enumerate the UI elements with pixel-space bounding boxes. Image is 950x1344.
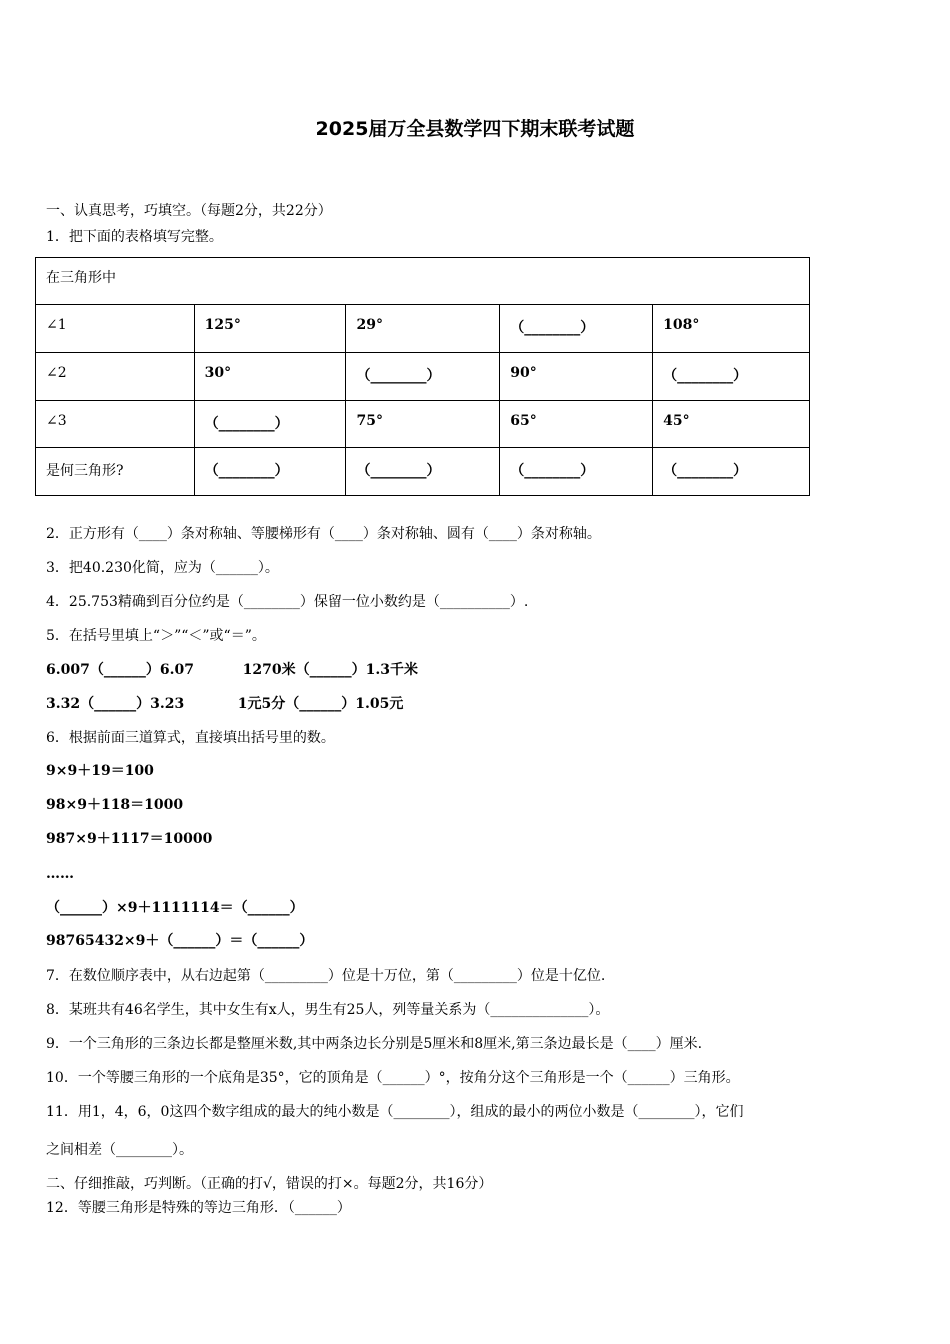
table-header: 在三角形中 [36,258,810,305]
question-2: 2．正方形有（____）条对称轴、等腰梯形有（____）条对称轴、圆有（____）条对称轴。 [46,526,601,542]
table-row [36,401,810,448]
table-cell-blank[interactable]: （________） [346,353,500,401]
table-cell-blank[interactable]: （________） [194,401,346,448]
question-3: 3．把40.230化简，应为（______）。 [46,560,279,576]
table-cell-blank[interactable]: （________） [346,448,500,496]
row-label: ∠1 [36,305,195,353]
question-7: 7．在数位顺序表中，从右边起第（_________）位是十万位，第（_________）位是十亿位. [46,968,606,984]
table-row [36,448,810,496]
question-4: 4．25.753精确到百分位约是（________）保留一位小数约是（__________）. [46,594,529,610]
equation-dots: …… [46,866,74,882]
section-1-heading: 一、认真思考，巧填空。（每题2分，共22分） [46,203,332,219]
table-cell: 75° [346,401,500,448]
row-label: 是何三角形? [36,448,195,496]
question-6: 6．根据前面三道算式，直接填出括号里的数。 [46,730,335,746]
table-cell-blank[interactable]: （________） [500,305,653,353]
question-12: 12．等腰三角形是特殊的等边三角形．（______） [46,1200,351,1216]
question-11-line-2: 之间相差（________）。 [46,1142,193,1158]
row-label: ∠3 [36,401,195,448]
table-cell-blank[interactable]: （________） [500,448,653,496]
table-row [36,353,810,401]
table-cell-blank[interactable]: （________） [653,448,810,496]
table-cell: 30° [194,353,346,401]
question-9: 9．一个三角形的三条边长都是整厘米数,其中两条边长分别是5厘米和8厘米,第三条边最长是（____）厘米. [46,1036,703,1052]
equation-3: 987×9＋1117＝10000 [46,831,213,847]
table-cell: 45° [653,401,810,448]
table-cell: 125° [194,305,346,353]
question-10: 10．一个等腰三角形的一个底角是35°，它的顶角是（______）°，按角分这个三角形是一个（______）三角形。 [46,1070,740,1086]
table-cell: 65° [500,401,653,448]
section-2-heading: 二、仔细推敲，巧判断。（正确的打√，错误的打×。每题2分，共16分） [46,1176,493,1192]
question-11-line-1: 11．用1，4，6，0这四个数字组成的最大的纯小数是（________），组成的最小的两位小数是（________），它们 [46,1104,744,1120]
table-cell-blank[interactable]: （________） [653,353,810,401]
table-cell: 108° [653,305,810,353]
equation-1: 9×9＋19＝100 [46,763,154,779]
question-5: 5．在括号里填上“＞”“＜”或“＝”。 [46,628,266,644]
equation-4: （______）×9＋1111114＝（______） [46,900,304,916]
table-cell-blank[interactable]: （________） [194,448,346,496]
angle-table [35,257,810,496]
question-1: 1．把下面的表格填写完整。 [46,229,223,245]
equation-2: 98×9＋118＝1000 [46,797,184,813]
question-5-line-1: 6.007（______）6.07 1270米（______）1.3千米 [46,662,418,678]
row-label: ∠2 [36,353,195,401]
page-title: 2025届万全县数学四下期末联考试题 [315,118,635,140]
question-8: 8．某班共有46名学生，其中女生有x人，男生有25人，列等量关系为（______________）。 [46,1002,610,1018]
table-cell: 90° [500,353,653,401]
table-cell: 29° [346,305,500,353]
equation-5: 98765432×9＋（______）＝（______） [46,933,314,949]
table-row [36,305,810,353]
question-5-line-2: 3.32（______）3.23 1元5分（______）1.05元 [46,696,404,712]
